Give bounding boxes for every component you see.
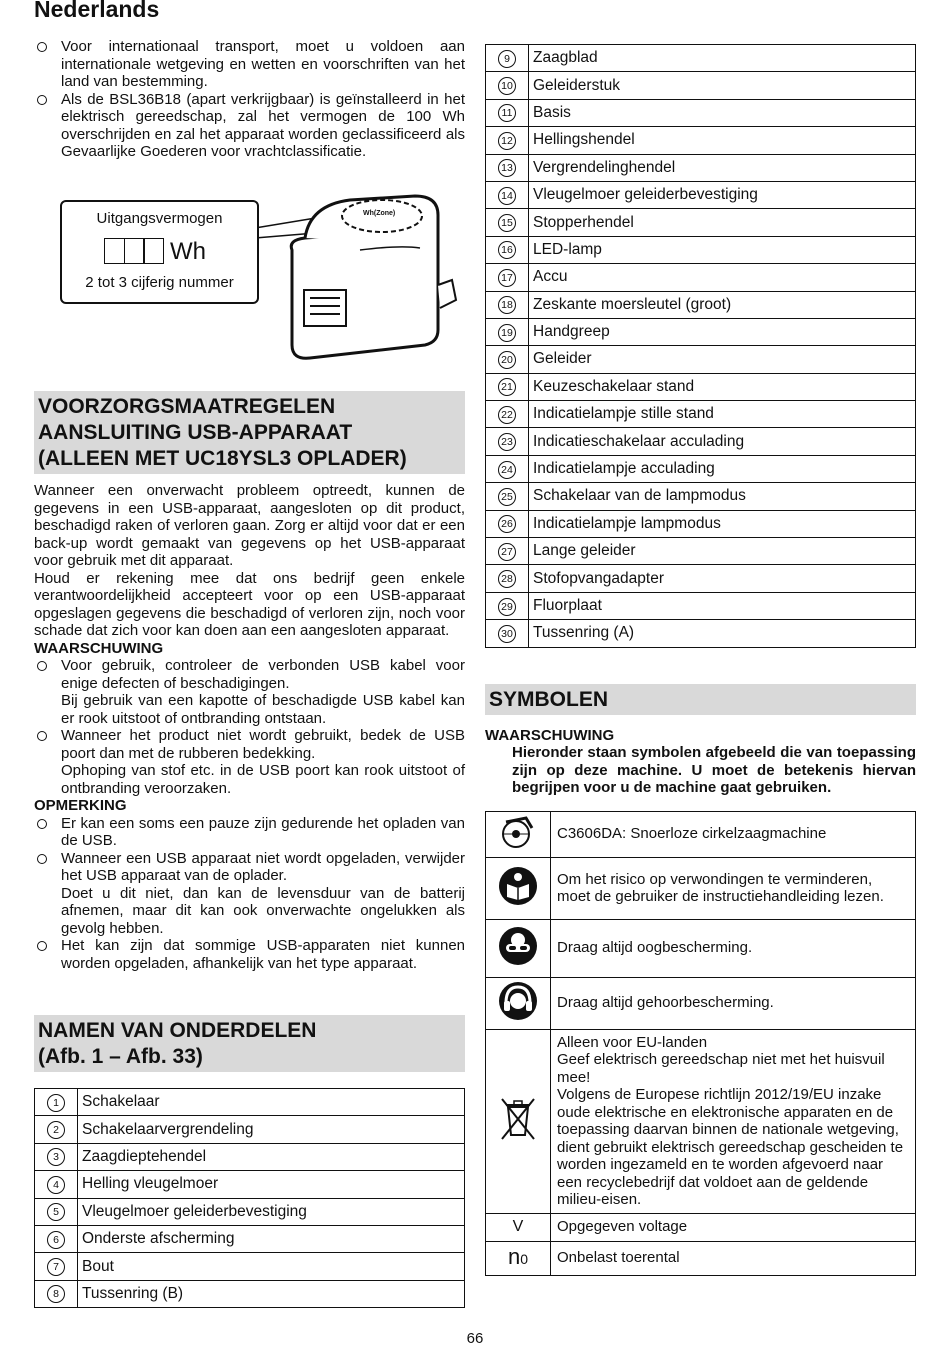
part-number-cell bbox=[486, 291, 529, 318]
part-name: Geleider bbox=[529, 346, 916, 373]
part-name: Onderste afscherming bbox=[78, 1225, 465, 1252]
no-load-speed-symbol bbox=[486, 1241, 551, 1275]
part-number: 8 bbox=[47, 1285, 65, 1303]
part-row bbox=[486, 291, 916, 318]
part-number-cell bbox=[486, 401, 529, 428]
part-row bbox=[35, 1225, 465, 1252]
part-name: Indicatielampje acculading bbox=[529, 455, 916, 482]
note-bullet bbox=[34, 815, 465, 850]
parts-heading bbox=[34, 1015, 465, 1072]
symbol-description: Om het risico op verwondingen te verminderen, moet de gebruiker de instructiehandleiding lezen. bbox=[551, 857, 916, 919]
part-row bbox=[35, 1253, 465, 1280]
part-number-cell bbox=[486, 99, 529, 126]
part-name: Bout bbox=[78, 1253, 465, 1280]
part-name: Vleugelmoer geleiderbevestiging bbox=[529, 181, 916, 208]
part-number: 20 bbox=[498, 351, 516, 369]
part-name: Schakelaar van de lampmodus bbox=[529, 483, 916, 510]
part-number-cell bbox=[35, 1253, 78, 1280]
part-number: 30 bbox=[498, 625, 516, 643]
part-row bbox=[486, 181, 916, 208]
part-name: Tussenring (A) bbox=[529, 620, 916, 647]
part-row bbox=[486, 510, 916, 537]
part-number: 21 bbox=[498, 378, 516, 396]
part-row bbox=[35, 1143, 465, 1170]
part-row bbox=[486, 236, 916, 263]
ear-protection-icon bbox=[486, 977, 551, 1029]
warning-bullet bbox=[34, 727, 465, 797]
language-header: Nederlands bbox=[34, 0, 160, 22]
part-row bbox=[486, 45, 916, 72]
part-number-cell bbox=[486, 45, 529, 72]
callout-caption: 2 tot 3 cijferig nummer bbox=[85, 274, 234, 291]
part-number: 24 bbox=[498, 461, 516, 479]
bullet-text: Wanneer het product niet wordt gebruikt, bedek de USB poort dan met de rubberen bedekking. bbox=[61, 727, 465, 762]
bullet-text: Het kan zijn dat sommige USB-apparaten niet kunnen worden opgeladen, afhankelijk van het type apparaat. bbox=[61, 937, 465, 972]
part-number-cell bbox=[35, 1116, 78, 1143]
part-row bbox=[486, 401, 916, 428]
part-row bbox=[486, 264, 916, 291]
text-line: Alleen voor EU-landen bbox=[557, 1033, 708, 1051]
part-row bbox=[486, 565, 916, 592]
intro-bullet: Als de BSL36B18 (apart verkrijgbaar) is geïnstalleerd in het elektrisch gereedschap, zal het vermogen de 100 Wh overschrijden en zal het apparaat worden geclassificeerd als Gevaarlijke Goederen voor vrachtclassificatie. bbox=[34, 91, 465, 161]
part-number: 5 bbox=[47, 1203, 65, 1221]
bullet-text: Er kan een soms een pauze zijn gedurende het opladen van de USB. bbox=[61, 814, 465, 849]
part-name: Indicatielampje stille stand bbox=[529, 401, 916, 428]
text-line: Volgens de Europese richtlijn 2012/19/EU inzake oude elektrische en elektronische apparaten en de toepassing daarvan binnen de nationale wetgeving, dient gebruikt elektrisch gereedschap gescheiden te worden ingezameld en te worden afgevoerd naar een recyclebedrijf dat voldoet aan de geldende milieu-eisen. bbox=[557, 1086, 904, 1209]
part-number-cell bbox=[486, 72, 529, 99]
part-number-cell bbox=[486, 209, 529, 236]
part-row bbox=[486, 620, 916, 647]
intro-bullets bbox=[34, 38, 465, 161]
part-name: Lange geleider bbox=[529, 538, 916, 565]
part-row bbox=[486, 318, 916, 345]
bullet-cont: Bij gebruik van een kapotte of beschadigde USB kabel kan er rook uitstoot of ontbranding ontstaan. bbox=[61, 692, 465, 727]
part-number-cell bbox=[35, 1280, 78, 1307]
part-number: 29 bbox=[498, 598, 516, 616]
part-row bbox=[486, 346, 916, 373]
usb-paragraph: Wanneer een onverwacht probleem optreedt, kunnen de gegevens in een USB-apparaat, aangesloten op dit product, beschadigd raken of verloren gaan. Zorg er altijd voor dat er een back-up wordt gemaakt van gegevens op het USB-apparaat voor gebruik met dit apparaat. bbox=[34, 482, 465, 569]
unit-label: Wh bbox=[170, 238, 206, 265]
part-row bbox=[486, 592, 916, 619]
part-name: LED-lamp bbox=[529, 236, 916, 263]
symbols-intro: Hieronder staan symbolen afgebeeld die van toepassing zijn op deze machine. U moet de betekenis hiervan begrijpen voor u de machine gaat gebruiken. bbox=[512, 744, 916, 797]
heading-line: AANSLUITING USB-APPARAAT bbox=[38, 421, 353, 444]
parts-table-right bbox=[485, 44, 916, 648]
symbol-letter: n bbox=[507, 1243, 521, 1269]
symbol-description bbox=[551, 1029, 916, 1213]
part-name: Stofopvangadapter bbox=[529, 565, 916, 592]
part-row bbox=[486, 72, 916, 99]
symbol-row bbox=[486, 977, 916, 1029]
part-name: Geleiderstuk bbox=[529, 72, 916, 99]
part-number: 14 bbox=[498, 187, 516, 205]
symbol-description: Draag altijd oogbescherming. bbox=[551, 919, 916, 977]
part-number: 23 bbox=[498, 433, 516, 451]
part-number-cell bbox=[486, 428, 529, 455]
part-number-cell bbox=[486, 455, 529, 482]
battery-label: Wh(Zone) bbox=[363, 210, 396, 217]
heading-line: NAMEN VAN ONDERDELEN bbox=[38, 1019, 317, 1042]
output-power-callout bbox=[60, 200, 259, 304]
bullet-text: Voor gebruik, controleer de verbonden USB kabel voor enige defecten of beschadigingen. bbox=[61, 657, 465, 692]
part-number-cell bbox=[486, 346, 529, 373]
part-name: Keuzeschakelaar stand bbox=[529, 373, 916, 400]
part-number: 26 bbox=[498, 515, 516, 533]
part-number-cell bbox=[486, 318, 529, 345]
usb-paragraph: Houd er rekening mee dat ons bedrijf geen enkele verantwoordelijkheid accepteert voor op een USB-apparaat opgeslagen gegevens die beschadigd of verloren zijn, noch voor schade dat zich voor kan doen aan een aangesloten apparaat. bbox=[34, 569, 465, 639]
part-number-cell bbox=[486, 236, 529, 263]
part-number-cell bbox=[486, 592, 529, 619]
heading-line: VOORZORGSMAATREGELEN bbox=[38, 395, 336, 418]
symbol-row bbox=[486, 1213, 916, 1241]
part-name: Zeskante moersleutel (groot) bbox=[529, 291, 916, 318]
part-name: Vleugelmoer geleiderbevestiging bbox=[78, 1198, 465, 1225]
voltage-symbol: V bbox=[486, 1213, 551, 1241]
note-bullet bbox=[34, 937, 465, 972]
part-number-cell bbox=[486, 264, 529, 291]
part-number: 17 bbox=[498, 269, 516, 287]
part-number: 28 bbox=[498, 570, 516, 588]
part-number-cell bbox=[486, 620, 529, 647]
part-number: 2 bbox=[47, 1121, 65, 1139]
symbol-subscript: 0 bbox=[520, 1250, 529, 1267]
note-bullet bbox=[34, 850, 465, 938]
parts-section bbox=[34, 1015, 465, 1308]
symbols-heading: SYMBOLEN bbox=[485, 684, 916, 715]
part-number: 13 bbox=[498, 159, 516, 177]
part-name: Basis bbox=[529, 99, 916, 126]
heading-line: (ALLEEN MET UC18YSL3 OPLADER) bbox=[38, 447, 407, 470]
symbol-row bbox=[486, 1241, 916, 1275]
part-number-cell bbox=[35, 1198, 78, 1225]
part-number: 12 bbox=[498, 132, 516, 150]
part-row bbox=[486, 428, 916, 455]
crossed-bin-icon bbox=[486, 1029, 551, 1213]
symbol-description: C3606DA: Snoerloze cirkelzaagmachine bbox=[551, 811, 916, 857]
part-number: 3 bbox=[47, 1148, 65, 1166]
part-name: Accu bbox=[529, 264, 916, 291]
right-column bbox=[485, 44, 916, 1276]
bullet-cont: Doet u dit niet, dan kan de levensduur van de batterij afnemen, maar dit kan ook onverwachte ongelukken als gevolg hebben. bbox=[61, 884, 465, 937]
part-row bbox=[486, 99, 916, 126]
part-name: Handgreep bbox=[529, 318, 916, 345]
part-number-cell bbox=[486, 127, 529, 154]
part-row bbox=[35, 1171, 465, 1198]
part-name: Helling vleugelmoer bbox=[78, 1171, 465, 1198]
part-row bbox=[35, 1089, 465, 1116]
symbol-description: Onbelast toerental bbox=[551, 1241, 916, 1275]
part-name: Zaagblad bbox=[529, 45, 916, 72]
part-number: 22 bbox=[498, 406, 516, 424]
part-number: 11 bbox=[498, 104, 516, 122]
symbol-description: Opgegeven voltage bbox=[551, 1213, 916, 1241]
circular-saw-icon bbox=[486, 811, 551, 857]
note-label: OPMERKING bbox=[34, 797, 127, 814]
symbol-row bbox=[486, 1029, 916, 1213]
symbols-table bbox=[485, 811, 916, 1276]
usb-heading bbox=[34, 391, 465, 474]
part-name: Vergrendelinghendel bbox=[529, 154, 916, 181]
intro-bullet: Voor internationaal transport, moet u voldoen aan internationale wetgeving en wetten en voorschriften van het land van bestemming. bbox=[34, 38, 465, 91]
symbol-description: Draag altijd gehoorbescherming. bbox=[551, 977, 916, 1029]
part-number: 7 bbox=[47, 1258, 65, 1276]
part-number: 19 bbox=[498, 324, 516, 342]
part-number: 25 bbox=[498, 488, 516, 506]
part-name: Schakelaarvergrendeling bbox=[78, 1116, 465, 1143]
part-number: 18 bbox=[498, 296, 516, 314]
part-number-cell bbox=[486, 154, 529, 181]
read-manual-icon bbox=[486, 857, 551, 919]
warning-bullet bbox=[34, 657, 465, 727]
part-row bbox=[486, 455, 916, 482]
part-number-cell bbox=[486, 510, 529, 537]
part-row bbox=[35, 1280, 465, 1307]
symbol-row bbox=[486, 919, 916, 977]
part-name: Zaagdieptehendel bbox=[78, 1143, 465, 1170]
part-number: 16 bbox=[498, 241, 516, 259]
part-number-cell bbox=[35, 1143, 78, 1170]
part-name: Schakelaar bbox=[78, 1089, 465, 1116]
part-row bbox=[486, 127, 916, 154]
symbol-row bbox=[486, 811, 916, 857]
part-name: Hellingshendel bbox=[529, 127, 916, 154]
usb-section bbox=[34, 391, 465, 972]
part-number: 6 bbox=[47, 1231, 65, 1249]
part-number-cell bbox=[486, 483, 529, 510]
part-row bbox=[486, 538, 916, 565]
part-row bbox=[35, 1198, 465, 1225]
part-number: 4 bbox=[47, 1176, 65, 1194]
eye-protection-icon bbox=[486, 919, 551, 977]
part-name: Stopperhendel bbox=[529, 209, 916, 236]
part-number-cell bbox=[486, 538, 529, 565]
bullet-cont: Ophoping van stof etc. in de USB poort kan rook uitstoot of ontbranding veroorzaken. bbox=[61, 762, 465, 797]
part-number-cell bbox=[486, 373, 529, 400]
symbols-warning-label: WAARSCHUWING bbox=[485, 726, 615, 744]
part-row bbox=[486, 154, 916, 181]
left-column bbox=[34, 38, 465, 161]
part-name: Indicatielampje lampmodus bbox=[529, 510, 916, 537]
part-number-cell bbox=[35, 1089, 78, 1116]
battery-figure bbox=[60, 190, 470, 370]
part-row bbox=[486, 373, 916, 400]
bullet-text: Wanneer een USB apparaat niet wordt opgeladen, verwijder het USB apparaat van de oplader. bbox=[61, 849, 465, 884]
part-name: Tussenring (B) bbox=[78, 1280, 465, 1307]
part-name: Fluorplaat bbox=[529, 592, 916, 619]
heading-line: (Afb. 1 – Afb. 33) bbox=[38, 1045, 203, 1068]
part-number: 10 bbox=[498, 77, 516, 95]
page-number: 66 bbox=[466, 1330, 484, 1347]
part-number: 27 bbox=[498, 543, 516, 561]
part-number-cell bbox=[35, 1171, 78, 1198]
callout-title: Uitgangsvermogen bbox=[96, 210, 223, 227]
text-line: Geef elektrisch gereedschap niet met het huisvuil mee! bbox=[557, 1051, 885, 1086]
part-number: 15 bbox=[498, 214, 516, 232]
parts-table-left bbox=[34, 1088, 465, 1308]
digit-boxes bbox=[104, 238, 164, 269]
part-row bbox=[486, 483, 916, 510]
part-number-cell bbox=[486, 565, 529, 592]
part-number: 9 bbox=[498, 50, 516, 68]
part-row bbox=[486, 209, 916, 236]
part-number-cell bbox=[486, 181, 529, 208]
symbol-row bbox=[486, 857, 916, 919]
part-name: Indicatieschakelaar acculading bbox=[529, 428, 916, 455]
part-number: 1 bbox=[47, 1094, 65, 1112]
warning-label: WAARSCHUWING bbox=[34, 639, 164, 657]
part-row bbox=[35, 1116, 465, 1143]
part-number-cell bbox=[35, 1225, 78, 1252]
